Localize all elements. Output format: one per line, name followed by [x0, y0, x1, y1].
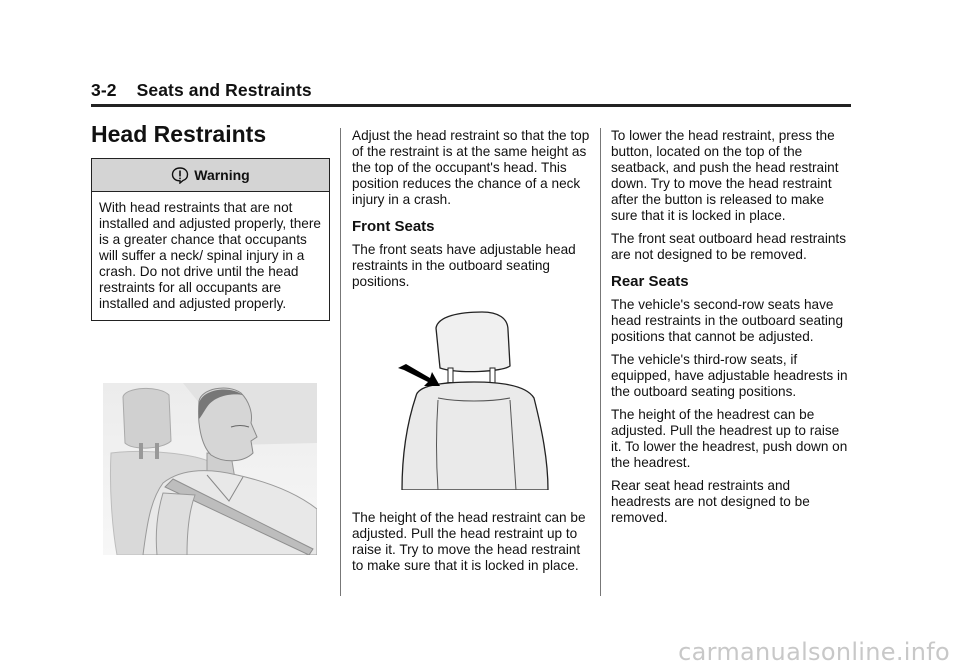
- warning-header: [92, 159, 329, 192]
- page-number: 3-2: [91, 80, 117, 100]
- adjust-paragraph: Adjust the head restraint so that the top of the restraint is at the same height as the top of the occupant's head. This position reduces the chance of a neck injury in a crash.: [352, 128, 590, 207]
- headrest-height-paragraph: The height of the headrest can be adjusted. Pull the headrest up to raise it. To lower the headrest, push down on the headrest.: [611, 407, 848, 470]
- column-2-lower: [352, 510, 590, 581]
- section-title: Seats and Restraints: [136, 80, 312, 100]
- warning-text: With head restraints that are not installed and adjusted properly, there is a greater chance that occupants will suffer a neck/ spinal injury in a crash. Do not drive until the head restraints for all occupants are installed and adjusted properly.: [99, 200, 321, 311]
- watermark: carmanualsonline.info: [678, 638, 950, 666]
- front-seat-head-restraint-illustration: [398, 310, 550, 490]
- front-not-removed-paragraph: The front seat outboard head restraints are not designed to be removed.: [611, 231, 847, 262]
- column-divider-2: [600, 128, 601, 596]
- front-adjust-paragraph: The height of the head restraint can be adjusted. Pull the head restraint up to raise it. Try to move the head restraint to make sure that it is locked in place.: [352, 510, 586, 573]
- third-row-paragraph: The vehicle's third-row seats, if equipped, have adjustable headrests in the outboard seating positions.: [611, 352, 848, 399]
- warning-icon: [171, 167, 189, 184]
- front-seats-heading: Front Seats: [352, 218, 435, 235]
- warning-label: Warning: [194, 167, 250, 183]
- warning-box: [91, 158, 330, 321]
- rear-not-removed-paragraph: Rear seat head restraints and headrests are not designed to be removed.: [611, 478, 810, 525]
- page-header: [91, 80, 851, 101]
- occupant-head-restraint-illustration: [103, 383, 317, 555]
- column-3: [611, 128, 853, 533]
- column-1: [91, 120, 331, 321]
- rear-seats-heading: Rear Seats: [611, 273, 689, 290]
- column-2: [352, 128, 590, 297]
- second-row-paragraph: The vehicle's second-row seats have head restraints in the outboard seating positions that cannot be adjusted.: [611, 297, 844, 344]
- front-seats-paragraph: The front seats have adjustable head restraints in the outboard seating positions.: [352, 242, 576, 289]
- lower-restraint-paragraph: To lower the head restraint, press the button, located on the top of the seatback, and push the head restraint down. Try to move the head restraint after the button is released to make sure that it is locked in place.: [611, 128, 839, 223]
- header-rule: [91, 104, 851, 107]
- running-head: [91, 80, 851, 101]
- column-divider-1: [340, 128, 341, 596]
- page-title: Head Restraints: [91, 121, 267, 147]
